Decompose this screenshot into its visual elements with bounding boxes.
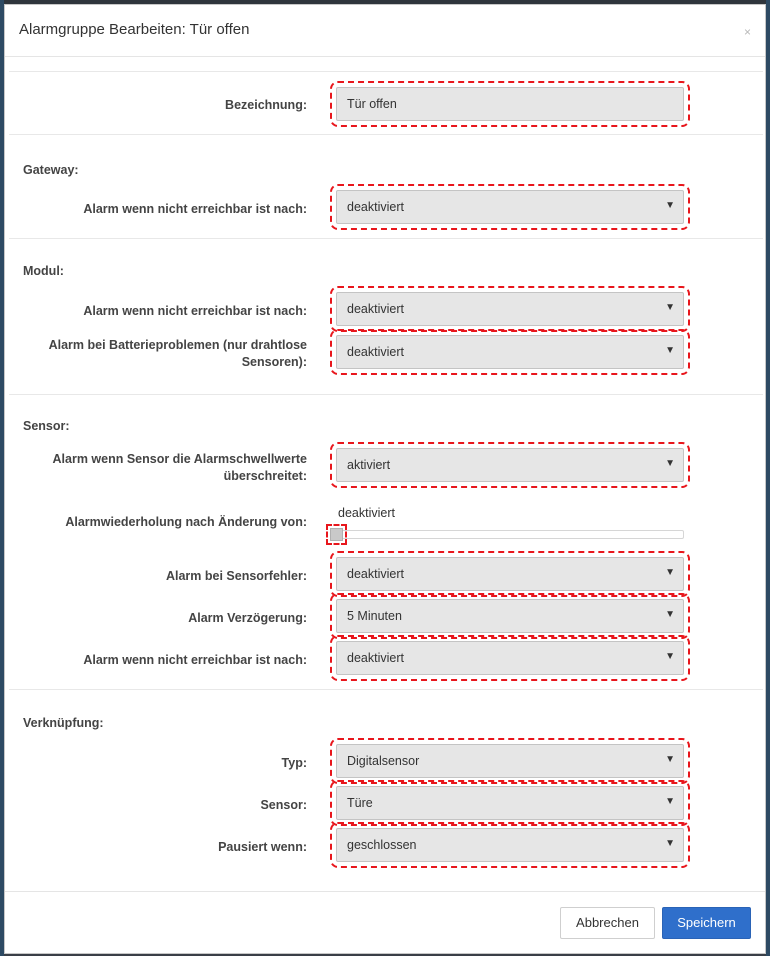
modal-header [5, 5, 765, 57]
sensor-threshold-label [0, 451, 307, 485]
sensor-threshold-label-line1: Alarm wenn Sensor die Alarmschwellwerte [52, 452, 307, 466]
chevron-down-icon: ▼ [665, 838, 675, 849]
module-unreachable-label: Alarm wenn nicht erreichbar ist nach: [83, 304, 307, 318]
sensor-threshold-select[interactable] [336, 448, 684, 482]
section-title-modul: Modul: [23, 264, 64, 278]
link-paused-value: geschlossen [347, 838, 417, 852]
cancel-button[interactable]: Abbrechen [560, 907, 655, 939]
link-sensor-select[interactable] [336, 786, 684, 820]
link-sensor-label: Sensor: [260, 798, 307, 812]
module-unreachable-value: deaktiviert [347, 302, 404, 316]
sensor-repeat-value: deaktiviert [338, 506, 395, 520]
sensor-repeat-slider-handle[interactable] [330, 528, 343, 541]
chevron-down-icon: ▼ [665, 302, 675, 313]
divider [9, 689, 763, 690]
sensor-unreachable-value: deaktiviert [347, 651, 404, 665]
footer-divider [5, 891, 765, 892]
sensor-unreachable-select[interactable] [336, 641, 684, 675]
module-battery-label-line2: Sensoren): [241, 355, 307, 369]
save-button[interactable]: Speichern [662, 907, 751, 939]
sensor-delay-value: 5 Minuten [347, 609, 402, 623]
sensor-error-label: Alarm bei Sensorfehler: [165, 569, 307, 583]
gateway-unreachable-select[interactable] [336, 190, 684, 224]
section-title-sensor: Sensor: [23, 419, 70, 433]
chevron-down-icon: ▼ [665, 200, 675, 211]
divider [9, 238, 763, 239]
chevron-down-icon: ▼ [665, 345, 675, 356]
section-title-link: Verknüpfung: [23, 716, 104, 730]
module-battery-label-line1: Alarm bei Batterieproblemen (nur drahtlose [48, 338, 307, 352]
gateway-unreachable-value: deaktiviert [347, 200, 404, 214]
sensor-repeat-slider-track[interactable] [336, 530, 684, 539]
edit-alarm-group-dialog [4, 4, 766, 954]
chevron-down-icon: ▼ [665, 567, 675, 578]
sensor-error-select[interactable] [336, 557, 684, 591]
sensor-delay-label: Alarm Verzögerung: [188, 611, 307, 625]
name-label: Bezeichnung: [225, 98, 307, 112]
divider [9, 71, 763, 72]
link-type-value: Digitalsensor [347, 754, 420, 768]
chevron-down-icon: ▼ [665, 609, 675, 620]
chevron-down-icon: ▼ [665, 458, 675, 469]
divider [9, 394, 763, 395]
link-type-select[interactable] [336, 744, 684, 778]
close-icon[interactable]: × [743, 25, 751, 39]
link-type-label: Typ: [281, 756, 307, 770]
module-battery-label [0, 337, 307, 371]
sensor-error-value: deaktiviert [347, 567, 404, 581]
divider [9, 134, 763, 135]
link-paused-select[interactable] [336, 828, 684, 862]
chevron-down-icon: ▼ [665, 754, 675, 765]
link-paused-label: Pausiert wenn: [218, 840, 307, 854]
modal-title: Alarmgruppe Bearbeiten: Tür offen [19, 21, 250, 38]
name-input[interactable] [336, 87, 684, 121]
section-title-gateway: Gateway: [23, 163, 79, 177]
sensor-threshold-label-line2: überschreitet: [223, 469, 307, 483]
sensor-delay-select[interactable] [336, 599, 684, 633]
gateway-unreachable-label: Alarm wenn nicht erreichbar ist nach: [83, 202, 307, 216]
name-input-value: Tür offen [347, 97, 397, 111]
module-battery-select[interactable] [336, 335, 684, 369]
sensor-repeat-label: Alarmwiederholung nach Änderung von: [65, 515, 307, 529]
chevron-down-icon: ▼ [665, 651, 675, 662]
module-battery-value: deaktiviert [347, 345, 404, 359]
sensor-threshold-value: aktiviert [347, 458, 391, 472]
sensor-unreachable-label: Alarm wenn nicht erreichbar ist nach: [83, 653, 307, 667]
link-sensor-value: Türe [347, 796, 373, 810]
chevron-down-icon: ▼ [665, 796, 675, 807]
module-unreachable-select[interactable] [336, 292, 684, 326]
backdrop-right [766, 0, 770, 956]
